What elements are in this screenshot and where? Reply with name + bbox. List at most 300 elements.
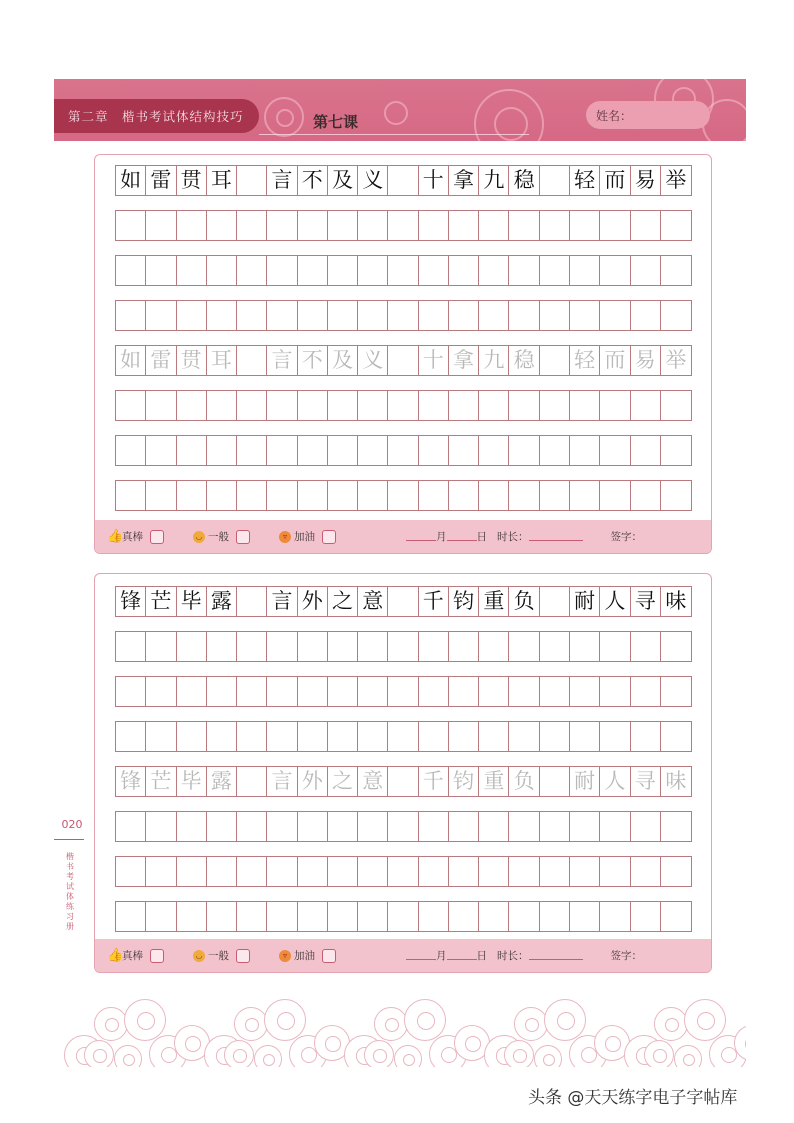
grid-cell[interactable] — [419, 301, 449, 330]
cheer-face-icon: ▿ — [279, 950, 291, 962]
rating-ok-checkbox[interactable] — [236, 530, 250, 544]
grid-cell[interactable] — [509, 632, 539, 661]
grid-cell[interactable] — [207, 211, 237, 240]
grid-cell[interactable] — [237, 211, 267, 240]
grid-cell[interactable] — [388, 391, 418, 420]
practice-row[interactable] — [115, 435, 692, 466]
grid-cell[interactable] — [237, 436, 267, 465]
grid-cell[interactable] — [177, 256, 207, 285]
practice-row[interactable] — [115, 811, 692, 842]
grid-cell[interactable] — [570, 677, 600, 706]
grid-cell[interactable] — [661, 902, 691, 931]
grid-cell[interactable] — [177, 632, 207, 661]
grid-cell[interactable]: 及 — [328, 346, 358, 375]
grid-cell[interactable] — [267, 722, 297, 751]
grid-cell[interactable] — [661, 812, 691, 841]
grid-cell[interactable]: 毕 — [177, 767, 207, 796]
grid-cell[interactable] — [146, 857, 176, 886]
grid-cell[interactable]: 而 — [600, 346, 630, 375]
grid-cell[interactable] — [600, 722, 630, 751]
practice-row[interactable] — [115, 631, 692, 662]
grid-cell[interactable] — [570, 722, 600, 751]
grid-cell[interactable] — [207, 436, 237, 465]
grid-cell[interactable] — [388, 346, 418, 375]
grid-cell[interactable] — [207, 857, 237, 886]
grid-cell[interactable] — [661, 256, 691, 285]
grid-cell[interactable] — [479, 256, 509, 285]
name-field[interactable] — [586, 101, 710, 129]
grid-cell[interactable] — [600, 902, 630, 931]
grid-cell[interactable] — [237, 391, 267, 420]
grid-cell[interactable] — [631, 812, 661, 841]
grid-cell[interactable] — [509, 857, 539, 886]
grid-cell[interactable] — [358, 812, 388, 841]
grid-cell[interactable]: 耐 — [570, 767, 600, 796]
grid-cell[interactable] — [207, 812, 237, 841]
grid-cell[interactable] — [358, 722, 388, 751]
grid-cell[interactable]: 重 — [479, 767, 509, 796]
grid-cell[interactable] — [388, 677, 418, 706]
grid-cell[interactable] — [509, 902, 539, 931]
grid-cell[interactable] — [570, 812, 600, 841]
grid-cell[interactable] — [479, 481, 509, 510]
practice-row[interactable] — [115, 390, 692, 421]
grid-cell[interactable] — [661, 632, 691, 661]
grid-cell[interactable] — [267, 481, 297, 510]
grid-cell[interactable]: 外 — [298, 767, 328, 796]
grid-cell[interactable] — [509, 436, 539, 465]
grid-cell[interactable] — [298, 677, 328, 706]
grid-cell[interactable] — [600, 677, 630, 706]
grid-cell[interactable] — [116, 722, 146, 751]
grid-cell[interactable] — [267, 436, 297, 465]
grid-cell[interactable] — [570, 391, 600, 420]
grid-cell[interactable]: 如 — [116, 346, 146, 375]
grid-cell[interactable] — [146, 812, 176, 841]
grid-cell[interactable] — [661, 481, 691, 510]
grid-cell[interactable] — [388, 857, 418, 886]
grid-cell[interactable] — [570, 301, 600, 330]
grid-cell[interactable] — [419, 391, 449, 420]
grid-cell[interactable] — [509, 391, 539, 420]
grid-cell[interactable] — [479, 677, 509, 706]
grid-cell[interactable]: 寻 — [631, 767, 661, 796]
month-blank[interactable] — [406, 951, 436, 960]
grid-cell[interactable]: 言 — [267, 346, 297, 375]
grid-cell[interactable] — [479, 211, 509, 240]
grid-cell[interactable] — [419, 436, 449, 465]
grid-cell[interactable] — [237, 677, 267, 706]
grid-cell[interactable] — [540, 722, 570, 751]
grid-cell: 千 — [419, 587, 449, 616]
grid-cell[interactable] — [298, 256, 328, 285]
grid-cell[interactable] — [449, 211, 479, 240]
grid-cell[interactable] — [570, 481, 600, 510]
grid-cell[interactable] — [479, 902, 509, 931]
grid-cell[interactable] — [600, 857, 630, 886]
grid-cell[interactable] — [116, 812, 146, 841]
grid-cell[interactable] — [116, 301, 146, 330]
grid-cell[interactable] — [207, 632, 237, 661]
grid-cell[interactable] — [449, 902, 479, 931]
grid-cell[interactable] — [600, 211, 630, 240]
grid-cell[interactable] — [600, 391, 630, 420]
grid-cell[interactable] — [540, 301, 570, 330]
grid-cell[interactable] — [146, 436, 176, 465]
grid-cell[interactable] — [600, 812, 630, 841]
grid-cell[interactable] — [509, 677, 539, 706]
date-area — [406, 948, 642, 963]
grid-cell[interactable] — [631, 722, 661, 751]
trace-row[interactable] — [115, 345, 692, 376]
grid-cell[interactable] — [540, 211, 570, 240]
grid-cell[interactable] — [298, 857, 328, 886]
grid-cell[interactable] — [449, 722, 479, 751]
grid-cell[interactable] — [540, 346, 570, 375]
rating-ok-checkbox[interactable] — [236, 949, 250, 963]
grid-cell[interactable] — [328, 301, 358, 330]
grid-cell[interactable] — [388, 481, 418, 510]
grid-cell[interactable] — [237, 632, 267, 661]
grid-cell[interactable] — [298, 812, 328, 841]
grid-cell[interactable] — [449, 632, 479, 661]
grid-cell[interactable] — [237, 722, 267, 751]
grid-cell[interactable] — [207, 391, 237, 420]
grid-cell[interactable] — [540, 767, 570, 796]
grid-cell[interactable] — [509, 481, 539, 510]
grid-cell[interactable] — [631, 301, 661, 330]
practice-row[interactable] — [115, 480, 692, 511]
grid-cell[interactable] — [146, 256, 176, 285]
grid-cell[interactable] — [479, 812, 509, 841]
practice-row[interactable] — [115, 300, 692, 331]
grid-cell[interactable] — [570, 632, 600, 661]
grid-cell[interactable] — [358, 677, 388, 706]
grid-cell[interactable] — [177, 211, 207, 240]
grid-cell[interactable] — [661, 857, 691, 886]
grid-cell: 易 — [631, 166, 661, 195]
grid-cell[interactable] — [207, 722, 237, 751]
grid-cell[interactable]: 贯 — [177, 346, 207, 375]
grid-cell[interactable]: 负 — [509, 767, 539, 796]
grid-cell[interactable] — [479, 436, 509, 465]
grid-cell[interactable] — [358, 391, 388, 420]
grid-cell[interactable] — [631, 632, 661, 661]
grid-cell[interactable] — [358, 436, 388, 465]
grid-cell[interactable] — [146, 481, 176, 510]
rating-great-checkbox[interactable] — [150, 949, 164, 963]
grid-cell[interactable] — [419, 812, 449, 841]
grid-cell[interactable] — [358, 902, 388, 931]
grid-cell[interactable] — [631, 436, 661, 465]
grid-cell[interactable] — [267, 301, 297, 330]
grid-cell[interactable] — [146, 211, 176, 240]
grid-cell[interactable] — [116, 256, 146, 285]
grid-cell[interactable] — [267, 812, 297, 841]
grid-cell[interactable] — [570, 436, 600, 465]
grid-cell[interactable] — [479, 857, 509, 886]
grid-cell[interactable] — [267, 857, 297, 886]
grid-cell[interactable] — [419, 677, 449, 706]
grid-cell[interactable] — [540, 481, 570, 510]
grid-cell[interactable]: 之 — [328, 767, 358, 796]
grid-cell[interactable] — [237, 301, 267, 330]
grid-cell[interactable] — [207, 301, 237, 330]
grid-cell[interactable] — [540, 632, 570, 661]
grid-cell[interactable] — [177, 812, 207, 841]
practice-row[interactable] — [115, 721, 692, 752]
grid-cell[interactable] — [116, 632, 146, 661]
day-blank[interactable] — [447, 532, 477, 541]
trace-row[interactable] — [115, 766, 692, 797]
grid-cell[interactable] — [509, 256, 539, 285]
grid-cell[interactable] — [267, 632, 297, 661]
grid-cell[interactable] — [237, 902, 267, 931]
grid-cell[interactable] — [540, 812, 570, 841]
grid-cell[interactable] — [600, 481, 630, 510]
grid-cell[interactable] — [661, 211, 691, 240]
grid-cell[interactable] — [631, 391, 661, 420]
grid-cell[interactable] — [328, 677, 358, 706]
grid-cell[interactable] — [661, 722, 691, 751]
grid-cell[interactable] — [358, 857, 388, 886]
practice-row[interactable] — [115, 856, 692, 887]
grid-cell[interactable] — [388, 256, 418, 285]
grid-cell[interactable] — [298, 391, 328, 420]
grid-cell[interactable] — [419, 211, 449, 240]
grid-cell[interactable] — [146, 391, 176, 420]
grid-cell[interactable]: 雷 — [146, 346, 176, 375]
grid-cell[interactable] — [631, 857, 661, 886]
grid-cell[interactable] — [116, 481, 146, 510]
grid-cell[interactable] — [661, 436, 691, 465]
grid-cell[interactable] — [328, 722, 358, 751]
grid-cell[interactable] — [479, 722, 509, 751]
grid-cell[interactable] — [419, 481, 449, 510]
grid-cell[interactable]: 钧 — [449, 767, 479, 796]
grid-cell[interactable] — [388, 211, 418, 240]
grid-cell[interactable]: 千 — [419, 767, 449, 796]
grid-cell[interactable] — [116, 436, 146, 465]
grid-cell[interactable]: 锋 — [116, 767, 146, 796]
grid-cell[interactable] — [267, 902, 297, 931]
rating-try-checkbox[interactable] — [322, 530, 336, 544]
grid-cell[interactable] — [328, 902, 358, 931]
grid-cell[interactable] — [479, 391, 509, 420]
grid-cell[interactable] — [237, 346, 267, 375]
grid-cell[interactable] — [116, 902, 146, 931]
grid-cell[interactable]: 芒 — [146, 767, 176, 796]
grid-cell[interactable] — [207, 256, 237, 285]
practice-row[interactable] — [115, 210, 692, 241]
grid-cell[interactable] — [358, 481, 388, 510]
grid-cell[interactable] — [298, 632, 328, 661]
grid-cell[interactable] — [177, 436, 207, 465]
grid-cell[interactable] — [631, 902, 661, 931]
grid-cell[interactable] — [388, 722, 418, 751]
grid-cell[interactable] — [298, 211, 328, 240]
grid-cell[interactable] — [116, 857, 146, 886]
grid-cell[interactable] — [509, 211, 539, 240]
grid-cell[interactable] — [237, 256, 267, 285]
grid-cell[interactable] — [146, 632, 176, 661]
grid-cell[interactable] — [661, 677, 691, 706]
grid-cell[interactable] — [600, 436, 630, 465]
grid-cell[interactable] — [177, 481, 207, 510]
grid-cell[interactable] — [570, 256, 600, 285]
grid-cell[interactable]: 义 — [358, 346, 388, 375]
grid-cell[interactable] — [540, 256, 570, 285]
practice-row[interactable] — [115, 676, 692, 707]
duration-blank[interactable] — [529, 532, 583, 541]
grid-cell[interactable] — [146, 301, 176, 330]
grid-cell[interactable] — [600, 256, 630, 285]
grid-cell[interactable] — [509, 812, 539, 841]
grid-cell[interactable] — [237, 767, 267, 796]
grid-cell[interactable] — [509, 722, 539, 751]
grid-cell[interactable] — [267, 211, 297, 240]
grid-cell[interactable] — [298, 481, 328, 510]
grid-cell[interactable] — [328, 812, 358, 841]
signature-label: 签字： — [610, 531, 642, 543]
grid-cell[interactable] — [449, 677, 479, 706]
grid-cell[interactable] — [358, 211, 388, 240]
grid-cell[interactable]: 人 — [600, 767, 630, 796]
grid-cell[interactable] — [328, 256, 358, 285]
grid-cell[interactable]: 耳 — [207, 346, 237, 375]
grid-cell[interactable]: 言 — [267, 767, 297, 796]
grid-cell[interactable] — [509, 301, 539, 330]
grid-cell[interactable]: 易 — [631, 346, 661, 375]
grid-cell[interactable] — [267, 256, 297, 285]
grid-cell[interactable] — [146, 902, 176, 931]
grid-cell[interactable]: 味 — [665, 769, 687, 793]
grid-cell[interactable] — [449, 436, 479, 465]
grid-cell[interactable] — [237, 812, 267, 841]
grid-cell[interactable] — [419, 857, 449, 886]
grid-cell[interactable] — [177, 857, 207, 886]
grid-cell[interactable] — [388, 436, 418, 465]
grid-cell[interactable] — [631, 211, 661, 240]
grid-cell[interactable] — [388, 902, 418, 931]
grid-cell: 不 — [298, 166, 328, 195]
grid-cell[interactable] — [661, 301, 691, 330]
grid-cell[interactable] — [177, 677, 207, 706]
grid-cell[interactable] — [631, 677, 661, 706]
grid-cell[interactable] — [328, 632, 358, 661]
grid-cell[interactable] — [449, 301, 479, 330]
grid-cell[interactable] — [358, 256, 388, 285]
grid-cell[interactable] — [388, 632, 418, 661]
grid-cell[interactable] — [479, 301, 509, 330]
grid-cell[interactable] — [267, 677, 297, 706]
grid-cell[interactable] — [328, 436, 358, 465]
grid-cell[interactable]: 十 — [419, 346, 449, 375]
grid-cell[interactable] — [388, 767, 418, 796]
grid-cell[interactable] — [388, 812, 418, 841]
grid-cell[interactable] — [600, 632, 630, 661]
grid-cell[interactable] — [177, 391, 207, 420]
grid-cell[interactable]: 九 — [479, 346, 509, 375]
grid-cell[interactable] — [116, 391, 146, 420]
grid-cell[interactable] — [540, 677, 570, 706]
grid-cell[interactable] — [298, 722, 328, 751]
grid-cell[interactable] — [237, 481, 267, 510]
evaluation-bar — [95, 520, 711, 553]
grid-cell[interactable] — [449, 812, 479, 841]
grid-cell[interactable] — [540, 436, 570, 465]
grid-cell[interactable] — [237, 857, 267, 886]
grid-cell[interactable] — [479, 632, 509, 661]
grid-cell[interactable] — [661, 391, 691, 420]
grid-cell[interactable] — [328, 211, 358, 240]
rating-try-checkbox[interactable] — [322, 949, 336, 963]
grid-cell[interactable] — [449, 391, 479, 420]
grid-cell[interactable] — [358, 632, 388, 661]
rating-great-checkbox[interactable] — [150, 530, 164, 544]
grid-cell[interactable] — [570, 902, 600, 931]
grid-cell[interactable] — [207, 902, 237, 931]
grid-cell[interactable] — [328, 481, 358, 510]
grid-cell[interactable] — [207, 677, 237, 706]
practice-row[interactable] — [115, 901, 692, 932]
grid-cell[interactable] — [600, 301, 630, 330]
grid-cell[interactable] — [419, 632, 449, 661]
practice-row[interactable] — [115, 255, 692, 286]
grid-cell[interactable]: 拿 — [449, 346, 479, 375]
grid-cell[interactable] — [298, 436, 328, 465]
grid-cell[interactable] — [116, 677, 146, 706]
grid-cell[interactable] — [116, 211, 146, 240]
grid-cell[interactable]: 举 — [665, 348, 687, 372]
grid-cell[interactable] — [540, 857, 570, 886]
grid-cell[interactable] — [570, 211, 600, 240]
month-blank[interactable] — [406, 532, 436, 541]
grid-cell[interactable] — [419, 722, 449, 751]
grid-cell[interactable] — [177, 301, 207, 330]
grid-cell[interactable] — [419, 902, 449, 931]
grid-cell[interactable] — [540, 902, 570, 931]
grid-cell[interactable] — [388, 301, 418, 330]
grid-cell[interactable] — [358, 301, 388, 330]
grid-cell[interactable] — [146, 722, 176, 751]
grid-cell[interactable] — [207, 481, 237, 510]
grid-cell[interactable]: 不 — [298, 346, 328, 375]
grid-cell[interactable] — [540, 391, 570, 420]
grid-cell[interactable] — [449, 857, 479, 886]
grid-cell[interactable] — [449, 481, 479, 510]
grid-cell[interactable]: 稳 — [509, 346, 539, 375]
grid-cell[interactable] — [177, 902, 207, 931]
grid-cell[interactable]: 轻 — [570, 346, 600, 375]
day-blank[interactable] — [447, 951, 477, 960]
grid-cell[interactable] — [328, 857, 358, 886]
grid-cell[interactable] — [298, 301, 328, 330]
grid-cell[interactable] — [328, 391, 358, 420]
duration-blank[interactable] — [529, 951, 583, 960]
grid-cell[interactable] — [631, 256, 661, 285]
grid-cell[interactable] — [419, 256, 449, 285]
grid-cell[interactable] — [298, 902, 328, 931]
grid-cell[interactable]: 意 — [358, 767, 388, 796]
grid-cell[interactable] — [267, 391, 297, 420]
grid-cell[interactable] — [177, 722, 207, 751]
grid-cell[interactable] — [570, 857, 600, 886]
grid-cell[interactable] — [146, 677, 176, 706]
grid-cell[interactable]: 露 — [207, 767, 237, 796]
grid-cell[interactable] — [449, 256, 479, 285]
grid-cell[interactable] — [631, 481, 661, 510]
